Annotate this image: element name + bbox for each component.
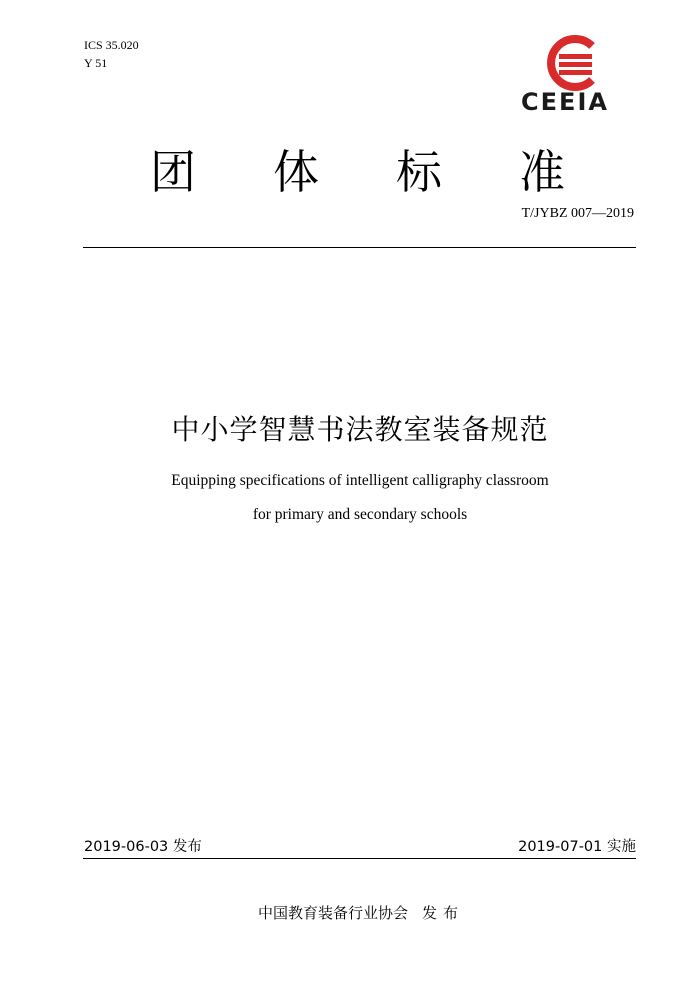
document-title-en-line2: for primary and secondary schools bbox=[252, 506, 468, 523]
standard-type-char-1: 团 bbox=[150, 145, 196, 199]
standard-number: T/JYBZ 007—2019 bbox=[521, 206, 634, 221]
footer-divider bbox=[83, 858, 636, 859]
ics-code: ICS 35.020 bbox=[84, 38, 139, 52]
ceeia-logo-emblem bbox=[513, 32, 617, 114]
header-divider bbox=[83, 247, 636, 248]
standard-type-char-2: 体 bbox=[273, 145, 319, 199]
standard-type-char-3: 标 bbox=[396, 145, 442, 199]
document-title-en-line1: Equipping specifications of intelligent calligraphy classroom bbox=[171, 472, 549, 489]
ceeia-logo bbox=[513, 32, 617, 114]
standard-type-char-4: 准 bbox=[519, 145, 565, 199]
publisher-org: 中国教育装备行业协会 bbox=[258, 904, 409, 922]
implement-date: 2019-07-01 实施 bbox=[518, 839, 636, 855]
classification-code: Y 51 bbox=[84, 56, 108, 70]
publisher-action: 发布 bbox=[422, 904, 465, 922]
publisher-line bbox=[258, 902, 464, 923]
publish-date: 2019-06-03 发布 bbox=[84, 839, 202, 855]
document-title-cn: 中小学智慧书法教室装备规范 bbox=[171, 413, 549, 446]
logo-wordmark: CEEIA bbox=[521, 88, 609, 114]
